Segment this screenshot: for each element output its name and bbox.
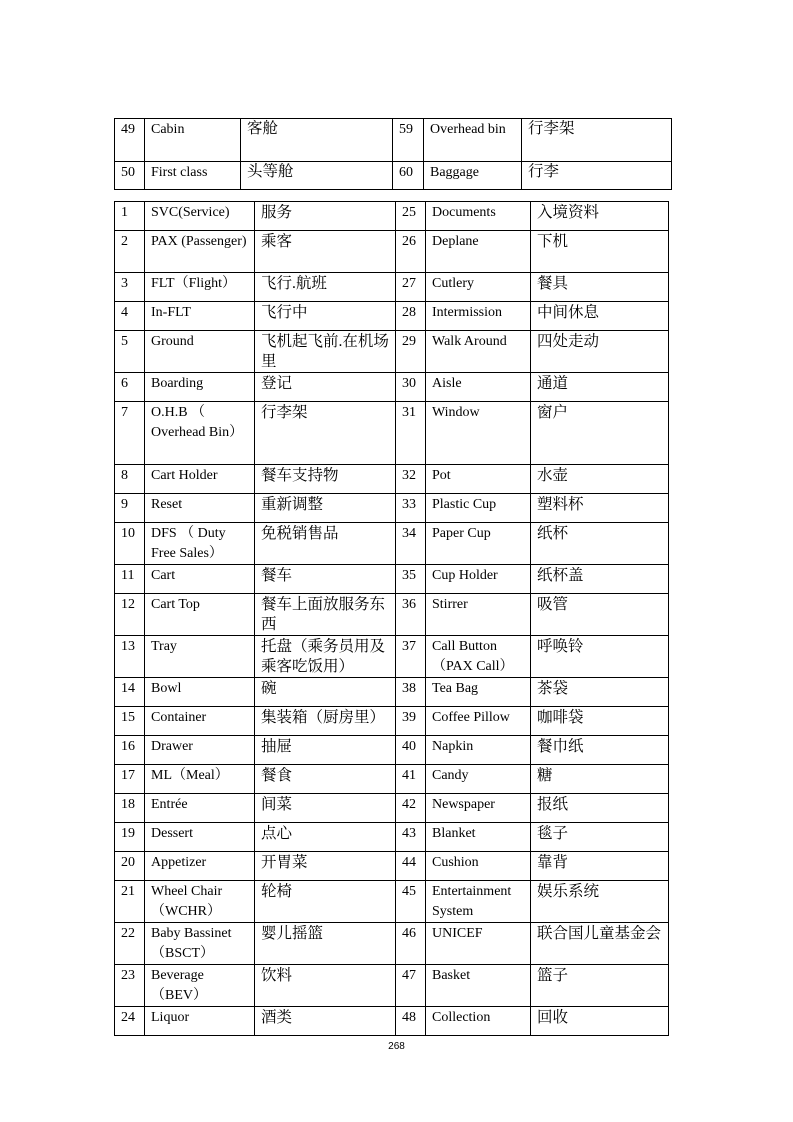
chinese-term-cell: 飞行.航班 [255, 273, 396, 302]
number-cell: 40 [396, 736, 426, 765]
chinese-term-cell: 中间休息 [531, 302, 669, 331]
chinese-term-cell: 行李 [522, 162, 672, 190]
chinese-term-cell: 登记 [255, 373, 396, 402]
chinese-term-cell: 纸杯 [531, 523, 669, 565]
chinese-term-cell: 咖啡袋 [531, 707, 669, 736]
number-cell: 32 [396, 465, 426, 494]
english-term-cell: Window [426, 402, 531, 465]
chinese-term-cell: 入境资料 [531, 202, 669, 231]
number-cell: 49 [115, 119, 145, 162]
english-term-cell: Basket [426, 965, 531, 1007]
english-term-cell: Coffee Pillow [426, 707, 531, 736]
table-row [115, 678, 669, 707]
number-cell: 29 [396, 331, 426, 373]
table-row [115, 302, 669, 331]
number-cell: 9 [115, 494, 145, 523]
chinese-term-cell: 四处走动 [531, 331, 669, 373]
english-term-cell: Tray [145, 636, 255, 678]
table-row [115, 402, 669, 465]
number-cell: 20 [115, 852, 145, 881]
chinese-term-cell: 餐巾纸 [531, 736, 669, 765]
chinese-term-cell: 纸杯盖 [531, 565, 669, 594]
table-row [115, 707, 669, 736]
english-term-cell: UNICEF [426, 923, 531, 965]
number-cell: 31 [396, 402, 426, 465]
table-row [115, 736, 669, 765]
english-term-cell: Baggage [424, 162, 522, 190]
english-term-cell: FLT（Flight） [145, 273, 255, 302]
english-term-cell: Paper Cup [426, 523, 531, 565]
glossary-table-top [114, 118, 672, 190]
english-term-cell: ML（Meal） [145, 765, 255, 794]
english-term-cell: Cushion [426, 852, 531, 881]
english-term-cell: Plastic Cup [426, 494, 531, 523]
table-row [115, 231, 669, 273]
english-term-cell: DFS （ Duty Free Sales） [145, 523, 255, 565]
number-cell: 18 [115, 794, 145, 823]
number-cell: 14 [115, 678, 145, 707]
chinese-term-cell: 饮料 [255, 965, 396, 1007]
english-term-cell: PAX (Passenger) [145, 231, 255, 273]
table-row [115, 765, 669, 794]
number-cell: 13 [115, 636, 145, 678]
chinese-term-cell: 间菜 [255, 794, 396, 823]
table-row [115, 331, 669, 373]
table-row [115, 523, 669, 565]
chinese-term-cell: 服务 [255, 202, 396, 231]
chinese-term-cell: 飞行中 [255, 302, 396, 331]
chinese-term-cell: 通道 [531, 373, 669, 402]
chinese-term-cell: 头等舱 [241, 162, 393, 190]
chinese-term-cell: 免税销售品 [255, 523, 396, 565]
chinese-term-cell: 乘客 [255, 231, 396, 273]
chinese-term-cell: 篮子 [531, 965, 669, 1007]
number-cell: 17 [115, 765, 145, 794]
english-term-cell: Collection [426, 1007, 531, 1036]
english-term-cell: Boarding [145, 373, 255, 402]
page-number: 268 [388, 1041, 405, 1052]
glossary-table-main [114, 201, 669, 1036]
english-term-cell: Overhead bin [424, 119, 522, 162]
chinese-term-cell: 靠背 [531, 852, 669, 881]
table-row [115, 852, 669, 881]
number-cell: 10 [115, 523, 145, 565]
number-cell: 46 [396, 923, 426, 965]
table-row [115, 881, 669, 923]
number-cell: 44 [396, 852, 426, 881]
table-row [115, 565, 669, 594]
chinese-term-cell: 餐食 [255, 765, 396, 794]
number-cell: 25 [396, 202, 426, 231]
english-term-cell: Aisle [426, 373, 531, 402]
number-cell: 22 [115, 923, 145, 965]
table-row [115, 965, 669, 1007]
chinese-term-cell: 碗 [255, 678, 396, 707]
chinese-term-cell: 水壶 [531, 465, 669, 494]
english-term-cell: Wheel Chair （WCHR） [145, 881, 255, 923]
english-term-cell: Appetizer [145, 852, 255, 881]
english-term-cell: Reset [145, 494, 255, 523]
english-term-cell: Cart Holder [145, 465, 255, 494]
english-term-cell: Baby Bassinet （BSCT） [145, 923, 255, 965]
number-cell: 36 [396, 594, 426, 636]
english-term-cell: Walk Around [426, 331, 531, 373]
table-row [115, 794, 669, 823]
number-cell: 5 [115, 331, 145, 373]
number-cell: 39 [396, 707, 426, 736]
number-cell: 35 [396, 565, 426, 594]
number-cell: 45 [396, 881, 426, 923]
english-term-cell: Deplane [426, 231, 531, 273]
english-term-cell: Cutlery [426, 273, 531, 302]
number-cell: 37 [396, 636, 426, 678]
english-term-cell: Intermission [426, 302, 531, 331]
chinese-term-cell: 娱乐系统 [531, 881, 669, 923]
number-cell: 2 [115, 231, 145, 273]
english-term-cell: Tea Bag [426, 678, 531, 707]
chinese-term-cell: 酒类 [255, 1007, 396, 1036]
english-term-cell: In-FLT [145, 302, 255, 331]
english-term-cell: Call Button （PAX Call） [426, 636, 531, 678]
number-cell: 50 [115, 162, 145, 190]
number-cell: 24 [115, 1007, 145, 1036]
english-term-cell: Cart [145, 565, 255, 594]
number-cell: 38 [396, 678, 426, 707]
chinese-term-cell: 回收 [531, 1007, 669, 1036]
number-cell: 15 [115, 707, 145, 736]
chinese-term-cell: 呼唤铃 [531, 636, 669, 678]
chinese-term-cell: 重新调整 [255, 494, 396, 523]
chinese-term-cell: 行李架 [255, 402, 396, 465]
number-cell: 43 [396, 823, 426, 852]
english-term-cell: Blanket [426, 823, 531, 852]
number-cell: 42 [396, 794, 426, 823]
number-cell: 33 [396, 494, 426, 523]
table-row [115, 636, 669, 678]
chinese-term-cell: 窗户 [531, 402, 669, 465]
number-cell: 26 [396, 231, 426, 273]
chinese-term-cell: 吸管 [531, 594, 669, 636]
number-cell: 48 [396, 1007, 426, 1036]
chinese-term-cell: 客舱 [241, 119, 393, 162]
number-cell: 12 [115, 594, 145, 636]
table-row [115, 373, 669, 402]
number-cell: 41 [396, 765, 426, 794]
english-term-cell: Beverage （BEV） [145, 965, 255, 1007]
chinese-term-cell: 飞机起飞前.在机场里 [255, 331, 396, 373]
chinese-term-cell: 集装箱（厨房里） [255, 707, 396, 736]
chinese-term-cell: 下机 [531, 231, 669, 273]
english-term-cell: Drawer [145, 736, 255, 765]
english-term-cell: O.H.B （ Overhead Bin） [145, 402, 255, 465]
number-cell: 11 [115, 565, 145, 594]
chinese-term-cell: 餐车 [255, 565, 396, 594]
english-term-cell: Candy [426, 765, 531, 794]
table-row [115, 202, 669, 231]
number-cell: 34 [396, 523, 426, 565]
number-cell: 60 [393, 162, 424, 190]
english-term-cell: Cup Holder [426, 565, 531, 594]
table-row [115, 119, 672, 162]
number-cell: 27 [396, 273, 426, 302]
number-cell: 47 [396, 965, 426, 1007]
english-term-cell: Container [145, 707, 255, 736]
chinese-term-cell: 餐具 [531, 273, 669, 302]
english-term-cell: SVC(Service) [145, 202, 255, 231]
chinese-term-cell: 婴儿摇篮 [255, 923, 396, 965]
number-cell: 30 [396, 373, 426, 402]
number-cell: 28 [396, 302, 426, 331]
number-cell: 23 [115, 965, 145, 1007]
chinese-term-cell: 托盘（乘务员用及乘客吃饭用） [255, 636, 396, 678]
number-cell: 59 [393, 119, 424, 162]
number-cell: 8 [115, 465, 145, 494]
english-term-cell: Entertainment System [426, 881, 531, 923]
chinese-term-cell: 餐车支持物 [255, 465, 396, 494]
english-term-cell: Documents [426, 202, 531, 231]
table-row [115, 494, 669, 523]
english-term-cell: Newspaper [426, 794, 531, 823]
table-row [115, 162, 672, 190]
english-term-cell: Cabin [145, 119, 241, 162]
chinese-term-cell: 抽屉 [255, 736, 396, 765]
english-term-cell: Bowl [145, 678, 255, 707]
number-cell: 3 [115, 273, 145, 302]
number-cell: 6 [115, 373, 145, 402]
table-row [115, 823, 669, 852]
english-term-cell: First class [145, 162, 241, 190]
number-cell: 7 [115, 402, 145, 465]
chinese-term-cell: 联合国儿童基金会 [531, 923, 669, 965]
english-term-cell: Stirrer [426, 594, 531, 636]
chinese-term-cell: 报纸 [531, 794, 669, 823]
number-cell: 1 [115, 202, 145, 231]
chinese-term-cell: 轮椅 [255, 881, 396, 923]
english-term-cell: Dessert [145, 823, 255, 852]
chinese-term-cell: 塑料杯 [531, 494, 669, 523]
number-cell: 19 [115, 823, 145, 852]
english-term-cell: Napkin [426, 736, 531, 765]
number-cell: 21 [115, 881, 145, 923]
chinese-term-cell: 糖 [531, 765, 669, 794]
number-cell: 16 [115, 736, 145, 765]
table-row [115, 1007, 669, 1036]
table-row [115, 594, 669, 636]
chinese-term-cell: 毯子 [531, 823, 669, 852]
table-row [115, 923, 669, 965]
chinese-term-cell: 餐车上面放服务东西 [255, 594, 396, 636]
english-term-cell: Liquor [145, 1007, 255, 1036]
table-row [115, 465, 669, 494]
table-row [115, 273, 669, 302]
number-cell: 4 [115, 302, 145, 331]
chinese-term-cell: 茶袋 [531, 678, 669, 707]
chinese-term-cell: 点心 [255, 823, 396, 852]
chinese-term-cell: 开胃菜 [255, 852, 396, 881]
english-term-cell: Entrée [145, 794, 255, 823]
english-term-cell: Pot [426, 465, 531, 494]
english-term-cell: Cart Top [145, 594, 255, 636]
chinese-term-cell: 行李架 [522, 119, 672, 162]
english-term-cell: Ground [145, 331, 255, 373]
